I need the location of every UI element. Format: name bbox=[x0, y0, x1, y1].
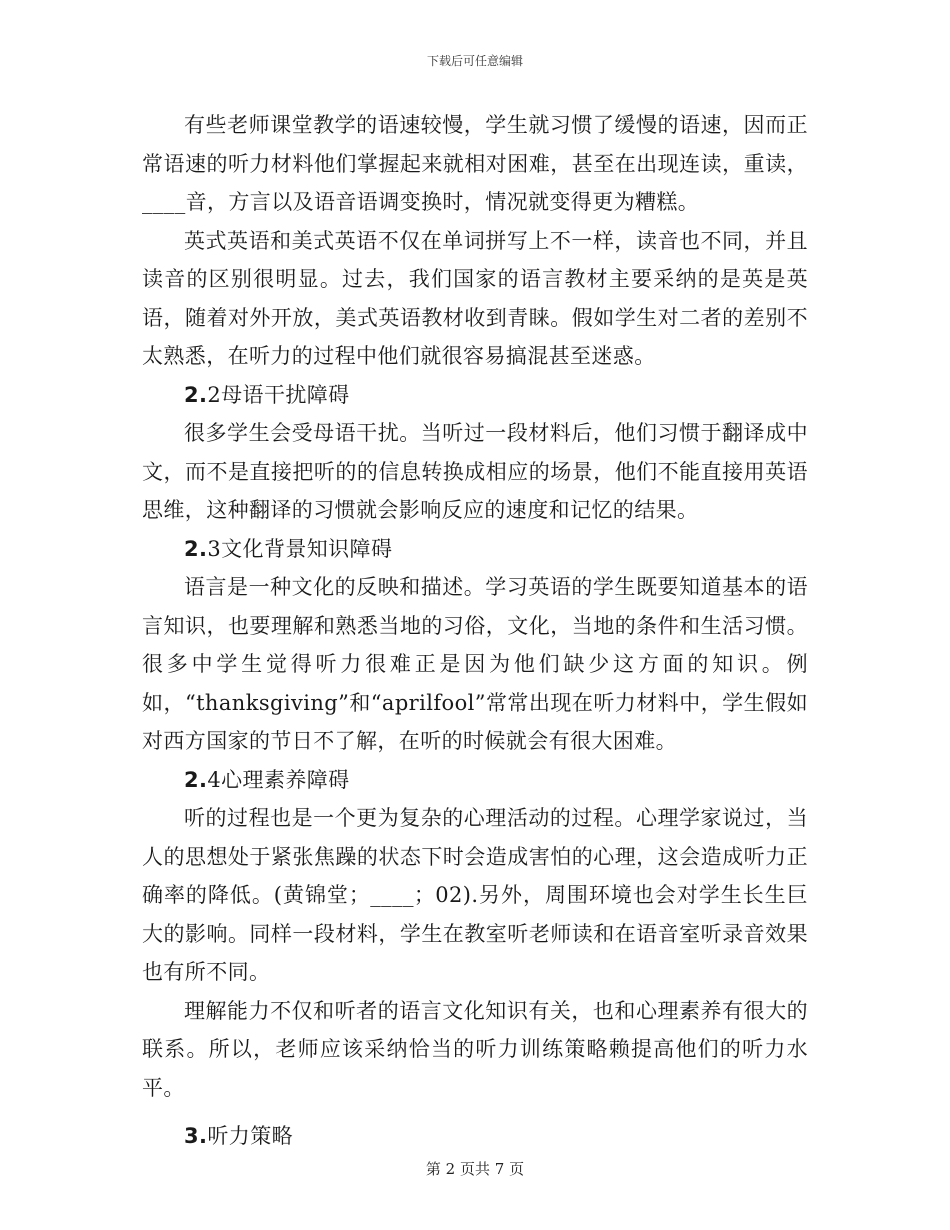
section-number: 3. bbox=[184, 1124, 208, 1148]
section-number: 2. bbox=[184, 767, 208, 792]
document-body bbox=[142, 106, 808, 1156]
paragraph-mother-tongue: 很多学生会受母语干扰。当听过一段材料后，他们习惯于翻译成中文，而不是直接把听的的信息转换成相应的场景，他们不能直接用英语思维，这种翻译的习惯就会影响反应的速度和记忆的结果。 bbox=[142, 421, 808, 522]
section-heading-2-4 bbox=[142, 761, 808, 800]
page-footer: 第 2 页共 7 页 bbox=[425, 1160, 525, 1178]
section-number: 2. bbox=[184, 382, 208, 407]
paragraph-conclusion: 理解能力不仅和听者的语言文化知识有关，也和心理素养有很大的联系。所以，老师应该采纳恰当的听力训练策略赖提高他们的听力水平。 bbox=[142, 998, 808, 1100]
section-heading-2-2 bbox=[142, 376, 808, 415]
page-header: 下载后可任意编辑 bbox=[426, 54, 523, 68]
spacer bbox=[142, 1107, 808, 1117]
section-title: 3文化背景知识障碍 bbox=[207, 536, 393, 561]
section-heading-3 bbox=[142, 1117, 808, 1156]
section-number: 2. bbox=[184, 536, 208, 561]
paragraph-accent-difference: 英式英语和美式英语不仅在单词拼写上不一样，读音也不同，并且读音的区别很明显。过去，我们国家的语言教材主要采纳的是英是英语，随着对外开放，美式英语教材收到青睐。假如学生对二者的差别不太熟悉，在听力的过程中他们就很容易搞混甚至迷惑。 bbox=[142, 228, 808, 368]
paragraph-psychology: 听的过程也是一个更为复杂的心理活动的过程。心理学家说过，当人的思想处于紧张焦躁的状态下时会造成害怕的心理，这会造成听力正确率的降低。(黄锦堂；____；02).另外，周围环境也会对学生长生巨大的影响。同样一段材料，学生在教室听老师读和在语音室听录音效果也有所不同。 bbox=[142, 806, 808, 984]
paragraph-culture: 语言是一种文化的反映和描述。学习英语的学生既要知道基本的语言知识，也要理解和熟悉当地的习俗，文化，当地的条件和生活习惯。很多中学生觉得听力很难正是因为他们缺少这方面的知识。例如，“thanksgiving”和“aprilfool”常常出现在听力材料中，学生假如对西方国家的节日不了解，在听的时候就会有很大困难。 bbox=[142, 575, 808, 753]
paragraph-speech-rate: 有些老师课堂教学的语速较慢，学生就习惯了缓慢的语速，因而正常语速的听力材料他们掌握起来就相对困难，甚至在出现连读，重读，____音，方言以及语音语调变换时，情况就变得更为糟糕。 bbox=[142, 113, 808, 214]
section-title: 听力策略 bbox=[207, 1124, 293, 1148]
section-title: 4心理素养障碍 bbox=[207, 767, 350, 792]
section-title: 2母语干扰障碍 bbox=[207, 382, 350, 407]
section-heading-2-3 bbox=[142, 530, 808, 569]
